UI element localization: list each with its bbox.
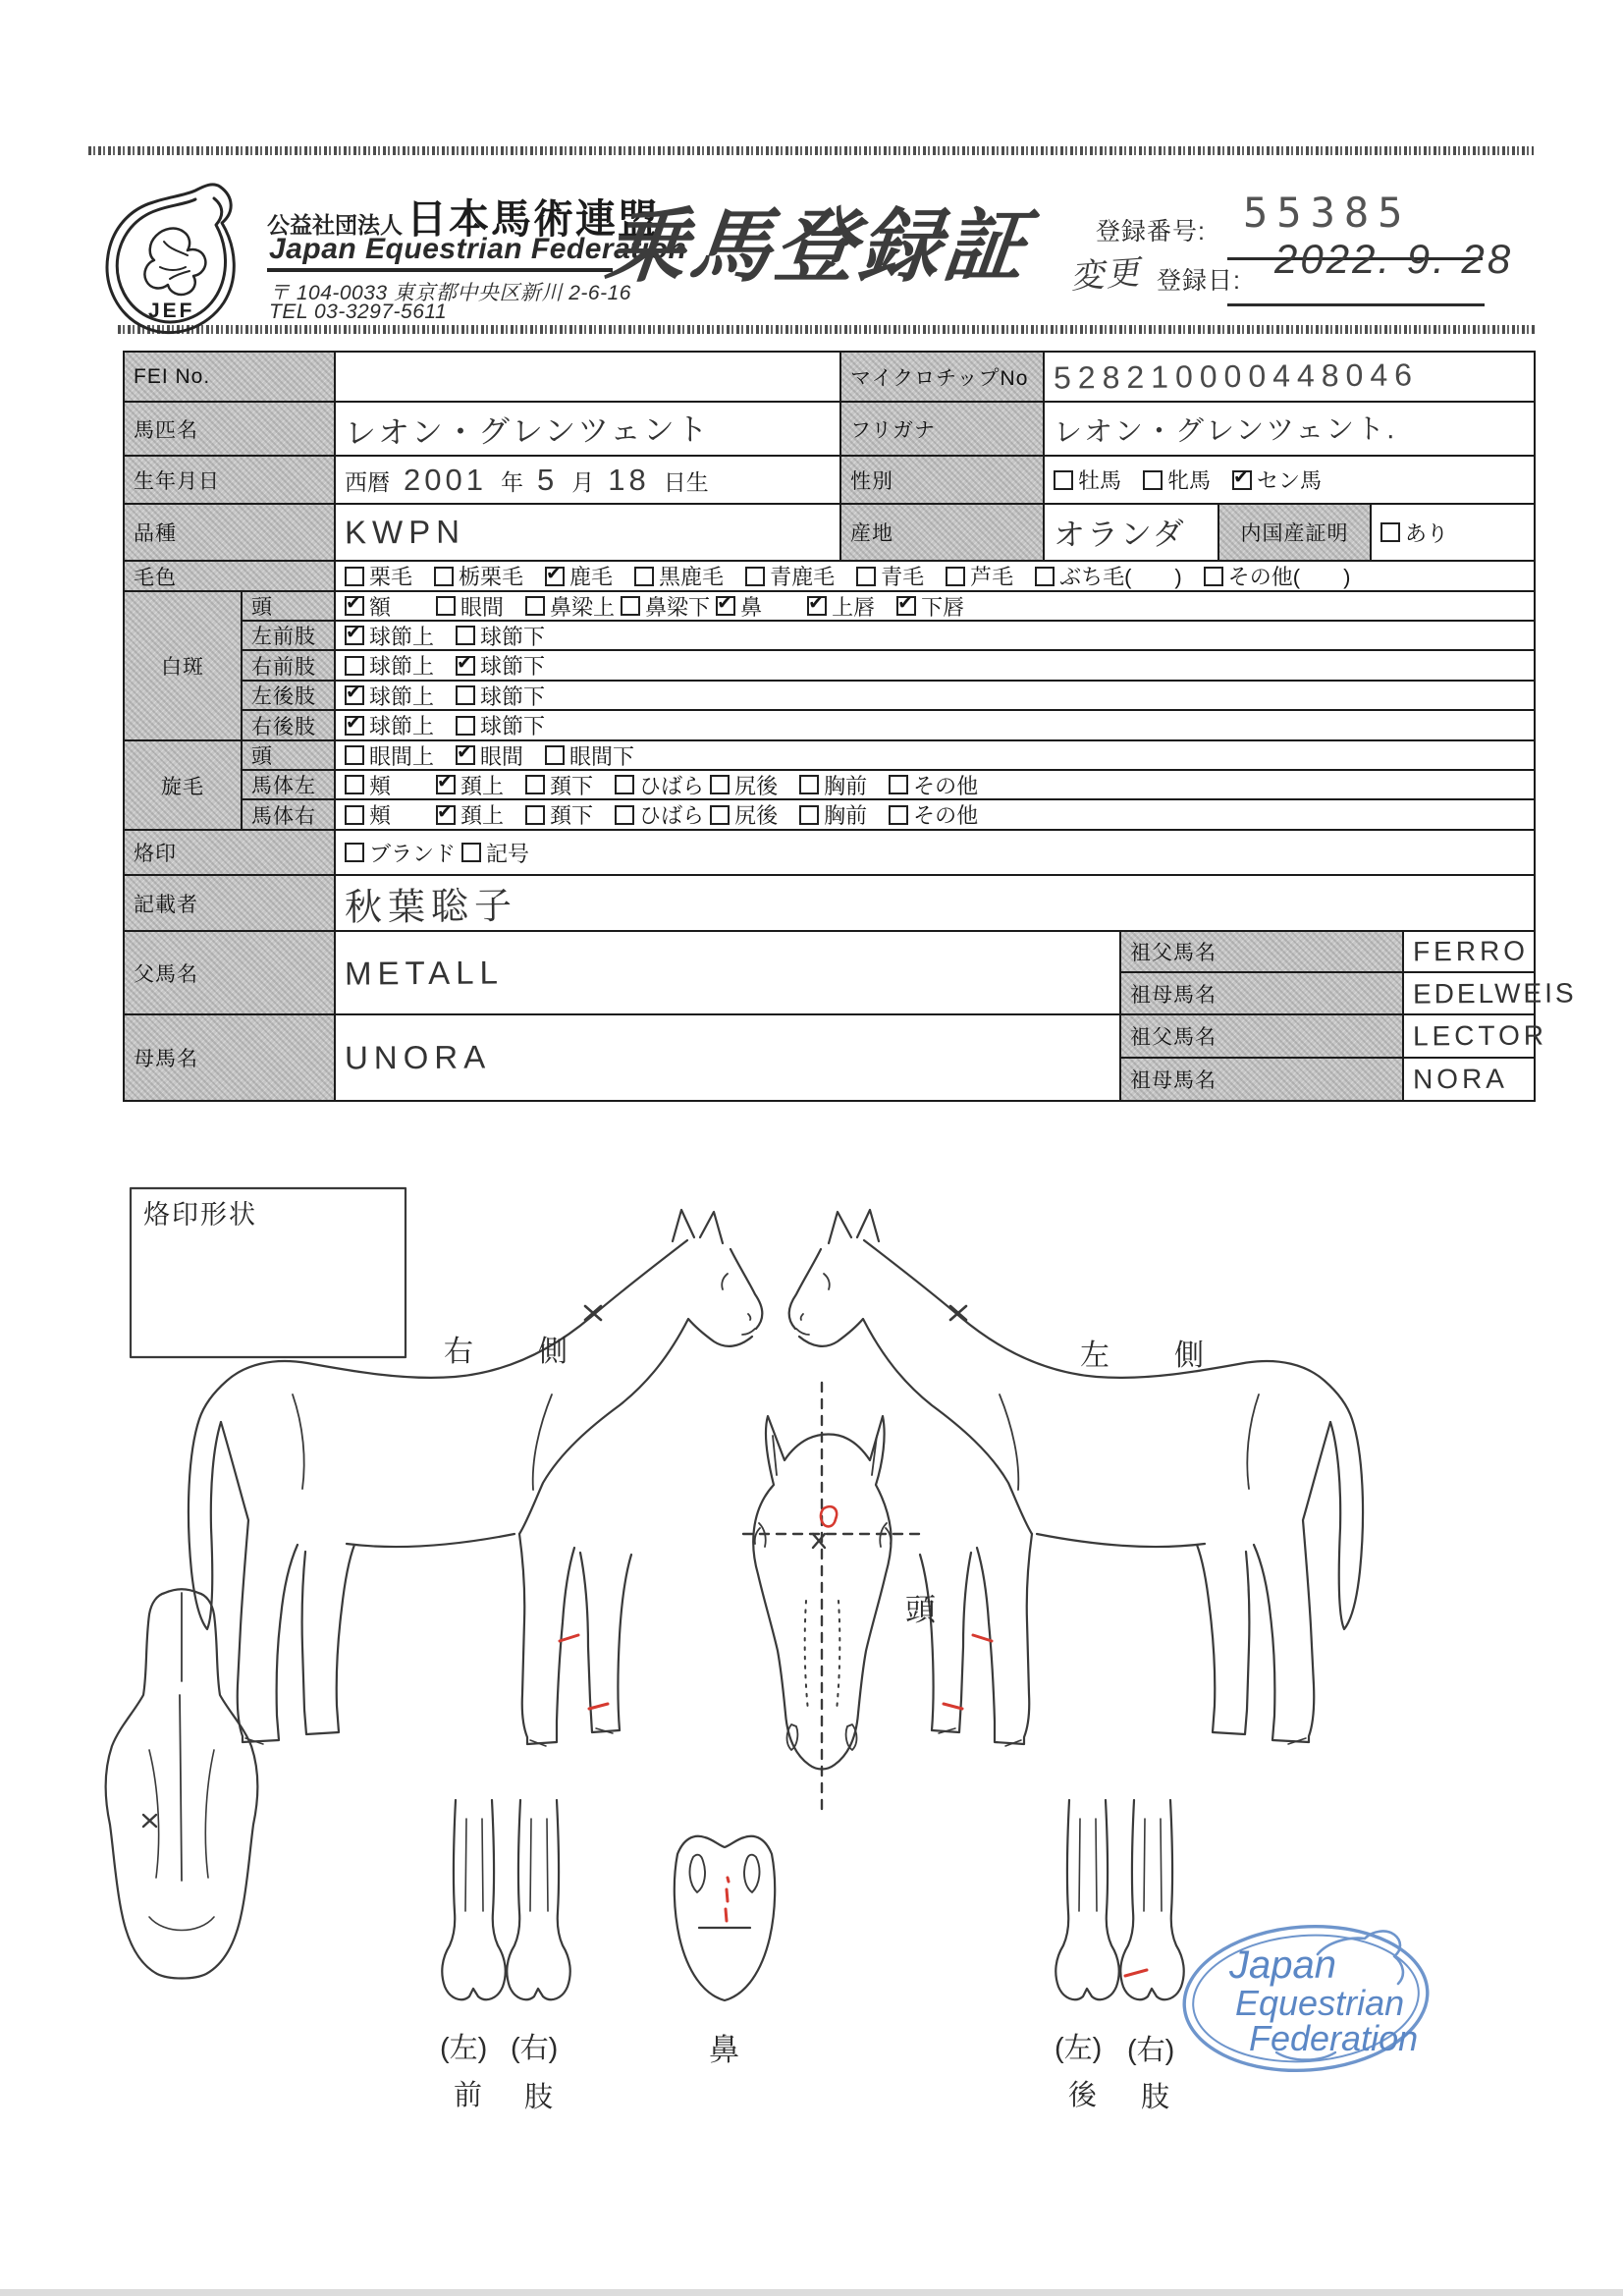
checkbox-whorl	[436, 775, 456, 794]
checkbox-brand	[345, 843, 364, 862]
whorl-body-right-label: 馬体右	[241, 798, 334, 829]
white-markings-lh-label: 左後肢	[241, 680, 334, 709]
checkbox-label: 球節上	[369, 654, 435, 679]
birth-year-unit: 年	[500, 468, 523, 495]
checkbox-whorl	[345, 775, 364, 794]
checkbox-coat	[345, 567, 364, 586]
horse-right-side-view	[189, 1210, 762, 1746]
checkbox-coat	[1035, 567, 1055, 586]
birthdate-value	[334, 455, 839, 503]
front-legs-diagram	[442, 1800, 569, 1999]
checkbox-label: 球節下	[480, 683, 546, 709]
hind-legs-diagram	[1055, 1800, 1183, 1999]
whorl-body-right-options	[334, 798, 1534, 829]
checkbox-label: 球節上	[369, 714, 435, 738]
writer-value	[334, 874, 1534, 930]
checkbox-label: ブランド	[369, 841, 457, 866]
white-markings-lf-label: 左前肢	[241, 620, 334, 649]
registration-number-value: 55385	[1243, 189, 1412, 237]
coat-color-options	[334, 560, 1534, 590]
checkbox-wm	[807, 596, 827, 616]
checkbox-label: 球節下	[480, 624, 546, 649]
checkbox-coat	[545, 567, 565, 586]
brand-options	[334, 829, 1534, 874]
checkbox-label: 球節上	[369, 683, 435, 709]
domestic-cert-option	[1370, 503, 1534, 560]
left-side-label: 左 側	[1080, 1339, 1206, 1372]
fei-no-value	[334, 351, 839, 401]
checkbox-label: 球節下	[480, 654, 546, 679]
checkbox-whorl	[615, 805, 634, 825]
checkbox-label: ひばら	[639, 773, 705, 798]
checkbox-wm	[345, 685, 364, 705]
checkbox-label: 額	[369, 594, 392, 620]
front-left-label: (左)	[440, 2033, 488, 2064]
birth-month: 5	[536, 462, 559, 497]
birth-day-unit: 日生	[663, 468, 709, 495]
brand-label: 烙印	[123, 829, 334, 874]
microchip-label: マイクロチップNo	[839, 351, 1043, 401]
birthdate-label: 生年月日	[123, 455, 334, 503]
breed-value	[334, 503, 839, 560]
sire-grandsire-name: FERRO	[1412, 935, 1530, 967]
whorl-label: 旋毛	[123, 739, 241, 829]
checkbox-label: 胸前	[824, 803, 868, 828]
checkbox-whorl	[889, 775, 908, 794]
checkbox-whorl	[525, 805, 545, 825]
birth-month-unit: 月	[571, 468, 595, 495]
checkbox-label: 鼻	[740, 594, 763, 620]
org-tel: TEL 03-3297-5611	[269, 301, 448, 323]
checkbox-label: 頚下	[550, 803, 594, 828]
stamp-line-1: Japan	[1229, 1943, 1336, 1987]
checkbox-label: ひばら	[639, 803, 705, 828]
scan-edge-artifact	[0, 2289, 1623, 2296]
jef-logo	[91, 177, 264, 344]
registration-date-value: 2022. 9. 28	[1274, 236, 1514, 282]
sex-options	[1043, 455, 1534, 503]
checkbox-whorl	[345, 745, 364, 765]
checkbox-label: 牝馬	[1167, 468, 1212, 493]
front-limb-word-label: 肢	[524, 2082, 554, 2113]
registration-form-table	[123, 351, 1577, 1102]
registration-date-underline	[1227, 303, 1485, 306]
checkbox-whorl	[710, 805, 730, 825]
checkbox-label: 眼間上	[369, 743, 435, 769]
checkbox-label: あり	[1405, 520, 1449, 546]
checkbox-label: 青毛	[881, 565, 925, 589]
sire-granddam-name: EDELWEIS	[1412, 976, 1577, 1010]
dam-granddam-name: NORA	[1412, 1063, 1509, 1095]
fei-no-label: FEI No.	[123, 351, 334, 401]
front-right-label: (右)	[511, 2033, 559, 2064]
front-word-label: 前	[454, 2080, 483, 2111]
microchip-number: 528210000448046	[1053, 356, 1420, 396]
hind-word-label: 後	[1068, 2080, 1098, 2111]
origin-value	[1043, 503, 1217, 560]
hind-left-label: (左)	[1055, 2033, 1103, 2064]
checkbox-sex-mare	[1143, 470, 1163, 490]
white-markings-rh-options	[334, 709, 1534, 739]
checkbox-wm	[345, 626, 364, 645]
birth-year: 2001	[404, 462, 487, 497]
birth-era: 西暦	[345, 468, 390, 495]
horse-head-front-view	[743, 1383, 919, 1812]
horse-name-value	[334, 401, 839, 455]
sire-grandsire-label: 祖父馬名	[1119, 930, 1402, 971]
white-markings-lh-options	[334, 680, 1534, 709]
checkbox-label: 栃栗毛	[459, 565, 524, 589]
whorl-body-left-options	[334, 769, 1534, 798]
jef-stamp-text	[1228, 1943, 1418, 2058]
origin: オランダ	[1053, 516, 1186, 553]
checkbox-label: セン馬	[1257, 468, 1323, 493]
white-markings-lf-options	[334, 620, 1534, 649]
domestic-cert-label: 内国産証明	[1217, 503, 1370, 560]
sire-grandsire-value	[1402, 930, 1534, 971]
hind-limb-word-label: 肢	[1141, 2082, 1170, 2113]
checkbox-label: 鼻梁上	[550, 594, 616, 620]
horse-name: レオン・グレンツェント	[344, 410, 711, 451]
breed-label: 品種	[123, 503, 334, 560]
checkbox-label: 眼間下	[569, 743, 635, 769]
checkbox-label: 頚下	[550, 773, 594, 798]
jef-logo-text: JEF	[148, 300, 195, 322]
white-markings-rf-options	[334, 649, 1534, 680]
checkbox-label: 尻後	[734, 803, 779, 828]
checkbox-wm	[345, 716, 364, 736]
checkbox-label: 胸前	[824, 773, 868, 798]
checkbox-wm	[456, 626, 475, 645]
checkbox-label: 頚上	[460, 773, 505, 798]
checkbox-label: 尻後	[734, 773, 779, 798]
org-type: 公益社団法人	[267, 212, 403, 238]
checkbox-whorl	[889, 805, 908, 825]
dam-grandsire-label: 祖父馬名	[1119, 1013, 1402, 1057]
checkbox-domestic	[1380, 522, 1400, 542]
sire-granddam-label: 祖母馬名	[1119, 971, 1402, 1013]
checkbox-label: 牡馬	[1078, 468, 1122, 493]
checkbox-wm	[345, 596, 364, 616]
dam-name: UNORA	[344, 1038, 492, 1076]
sire-granddam-value	[1402, 971, 1577, 1013]
white-markings-head-label: 頭	[241, 590, 334, 620]
origin-label: 産地	[839, 503, 1043, 560]
stamp-line-3: Federation	[1249, 2018, 1419, 2058]
checkbox-label: 栗毛	[369, 565, 413, 589]
checkbox-label: 頬	[369, 803, 392, 828]
checkbox-sex-gelding	[1232, 470, 1252, 490]
coat-color-label: 毛色	[123, 560, 334, 590]
separator-line-top	[88, 146, 1534, 155]
horse-left-side-view	[789, 1210, 1363, 1746]
checkbox-label: 眼間	[460, 594, 505, 620]
checkbox-whorl	[525, 775, 545, 794]
checkbox-wm	[716, 596, 735, 616]
checkbox-label: 鹿毛	[569, 565, 614, 589]
checkbox-label: 芦毛	[970, 565, 1014, 589]
white-markings-rh-label: 右後肢	[241, 709, 334, 739]
org-name-en: Japan Equestrian Federation	[269, 233, 687, 265]
checkbox-label: ぶち毛( )	[1059, 565, 1182, 589]
checkbox-wm	[456, 685, 475, 705]
checkbox-whorl	[710, 775, 730, 794]
checkbox-coat	[434, 567, 454, 586]
checkbox-label: 眼間	[480, 743, 524, 769]
org-address: 〒 104-0033 東京都中央区新川 2-6-16	[269, 282, 631, 304]
registration-date-label: 登録日:	[1157, 267, 1241, 295]
checkbox-wm	[621, 596, 640, 616]
sire-name: METALL	[344, 953, 505, 992]
hind-right-label: (右)	[1127, 2035, 1175, 2066]
checkbox-coat	[634, 567, 654, 586]
checkbox-label: 上唇	[832, 594, 876, 620]
checkbox-wm	[456, 716, 475, 736]
horse-nose-view	[675, 1836, 775, 2000]
sire-label: 父馬名	[123, 930, 334, 1013]
microchip-value	[1043, 351, 1534, 401]
registration-date-prefix: 変更	[1069, 253, 1143, 297]
checkbox-wm	[345, 656, 364, 676]
checkbox-label: 青鹿毛	[770, 565, 836, 589]
nose-label: 鼻	[709, 2033, 739, 2067]
checkbox-label: その他( )	[1227, 565, 1351, 589]
checkbox-wm	[456, 656, 475, 676]
checkbox-whorl	[615, 775, 634, 794]
checkbox-label: 黒鹿毛	[659, 565, 725, 589]
dam-grandsire-name: LECTOR	[1412, 1019, 1548, 1052]
writer-name: 秋葉聡子	[344, 886, 518, 929]
checkbox-coat	[745, 567, 765, 586]
furigana-value	[1043, 401, 1534, 455]
stamp-line-2: Equestrian	[1235, 1983, 1405, 2023]
whorl-head-options	[334, 739, 1534, 769]
horse-top-view	[106, 1589, 258, 1978]
checkbox-label: 下唇	[921, 594, 965, 620]
checkbox-label: 頬	[369, 773, 392, 798]
head-label: 頭	[905, 1593, 936, 1627]
registration-number-label: 登録番号:	[1096, 218, 1206, 246]
org-name: 日本馬術連盟	[406, 196, 660, 242]
dam-granddam-value	[1402, 1057, 1534, 1100]
white-markings-head-options	[334, 590, 1534, 620]
checkbox-label: 頚上	[460, 803, 505, 828]
dam-grandsire-value	[1402, 1013, 1548, 1057]
checkbox-label: 球節下	[480, 714, 546, 738]
checkbox-label: 球節上	[369, 624, 435, 649]
checkbox-brand	[461, 843, 481, 862]
whorl-head-label: 頭	[241, 739, 334, 769]
checkbox-coat	[1204, 567, 1223, 586]
dam-label: 母馬名	[123, 1013, 334, 1100]
sire-value	[334, 930, 1119, 1013]
writer-label: 記載者	[123, 874, 334, 930]
furigana: レオン・グレンツェント.	[1053, 413, 1397, 449]
white-markings-label: 白斑	[123, 590, 241, 739]
checkbox-wm	[525, 596, 545, 616]
checkbox-label: 鼻梁下	[645, 594, 711, 620]
sex-label: 性別	[839, 455, 1043, 503]
checkbox-whorl	[799, 775, 819, 794]
checkbox-label: 記号	[486, 841, 530, 866]
document-title: 乗馬登録証	[601, 202, 1034, 292]
dam-value	[334, 1013, 1119, 1100]
dam-granddam-label: 祖母馬名	[1119, 1057, 1402, 1100]
checkbox-whorl	[436, 805, 456, 825]
checkbox-coat	[946, 567, 965, 586]
checkbox-sex-stallion	[1054, 470, 1073, 490]
whorl-body-left-label: 馬体左	[241, 769, 334, 798]
header-rule	[267, 268, 613, 272]
separator-line-header-bottom	[118, 325, 1537, 334]
checkbox-wm	[896, 596, 916, 616]
checkbox-label: その他	[913, 803, 979, 828]
horse-identification-diagrams	[0, 1120, 1623, 2259]
checkbox-whorl	[545, 745, 565, 765]
checkbox-wm	[436, 596, 456, 616]
checkbox-coat	[856, 567, 876, 586]
furigana-label: フリガナ	[839, 401, 1043, 455]
horse-name-label: 馬匹名	[123, 401, 334, 455]
white-markings-rf-label: 右前肢	[241, 649, 334, 680]
checkbox-whorl	[456, 745, 475, 765]
brand-shape-box-label: 烙印形状	[143, 1200, 257, 1230]
checkbox-whorl	[345, 805, 364, 825]
breed: KWPN	[344, 513, 466, 551]
checkbox-label: その他	[913, 773, 979, 798]
checkbox-whorl	[799, 805, 819, 825]
birth-day: 18	[608, 462, 650, 497]
right-side-label: 右 側	[444, 1336, 569, 1368]
